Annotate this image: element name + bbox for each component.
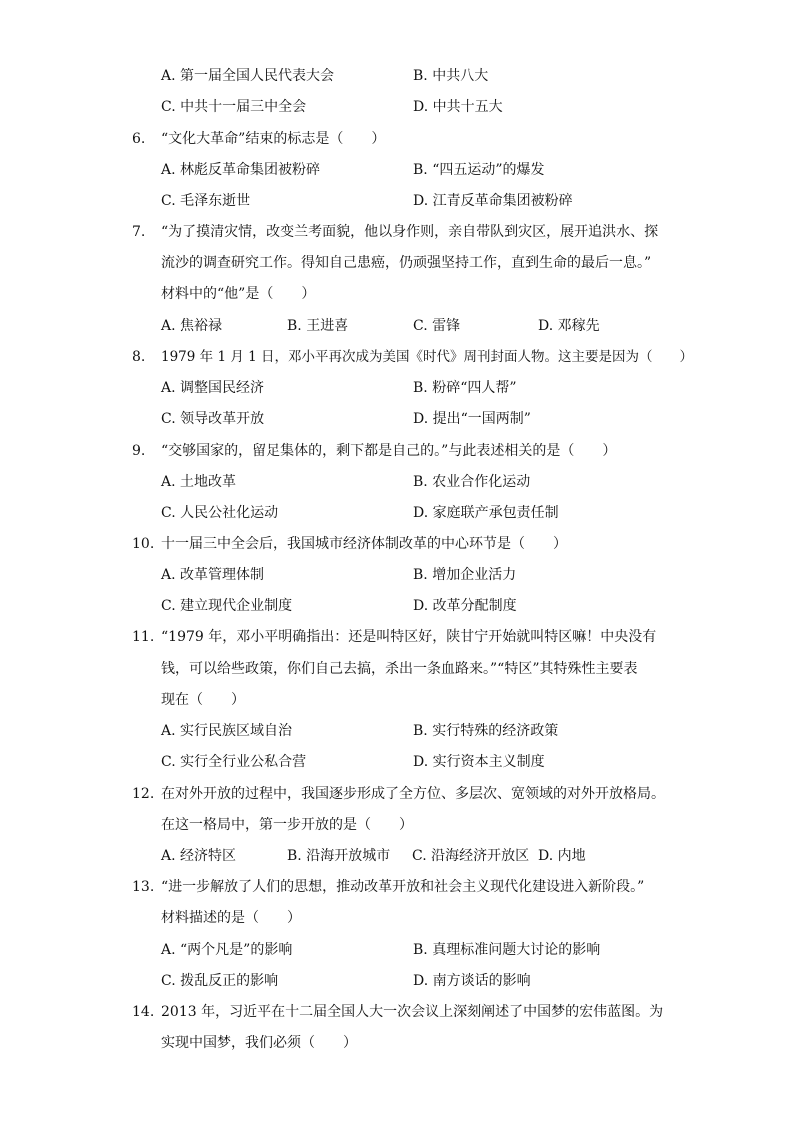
q9-option-d: D. 家庭联产承包责任制: [413, 505, 559, 521]
q13-option-a: A. “两个凡是”的影响: [161, 942, 293, 958]
q12-number: 12.: [132, 786, 155, 802]
q9-option-a: A. 土地改革: [161, 474, 237, 490]
q11-stem-line-1: “1979 年，邓小平明确指出：还是叫特区好，陕甘宁开始就叫特区嘛！中央没有: [161, 629, 657, 645]
q5-option-b: B. 中共八大: [413, 68, 489, 84]
q5-option-a: A. 第一届全国人民代表大会: [161, 68, 335, 84]
q8-option-c: C. 领导改革开放: [161, 411, 265, 427]
q6-option-a: A. 林彪反革命集团被粉碎: [161, 162, 321, 178]
q12-option-c: C. 沿海经济开放区: [412, 848, 530, 864]
q14-stem-line-1: 2013 年，习近平在十二届全国人大一次会议上深刻阐述了中国梦的宏伟蓝图。为: [161, 1004, 664, 1020]
q5-option-c: C. 中共十一届三中全会: [161, 99, 307, 115]
q11-stem-line-3: 现在（ ）: [161, 692, 245, 708]
q10-option-b: B. 增加企业活力: [413, 567, 517, 583]
q8-option-a: A. 调整国民经济: [161, 380, 265, 396]
q8-stem: 1979 年 1 月 1 日，邓小平再次成为美国《时代》周刊封面人物。这主要是因为（ ）: [161, 349, 693, 365]
q10-option-c: C. 建立现代企业制度: [161, 598, 293, 614]
q10-option-d: D. 改革分配制度: [413, 598, 517, 614]
q11-option-b: B. 实行特殊的经济政策: [413, 723, 559, 739]
q9-stem: “交够国家的，留足集体的，剩下都是自己的。”与此表述相关的是（ ）: [161, 443, 617, 459]
q14-stem-line-2: 实现中国梦，我们必须（ ）: [161, 1035, 357, 1051]
q6-option-b: B. “四五运动”的爆发: [413, 162, 545, 178]
q11-option-c: C. 实行全行业公私合营: [161, 754, 307, 770]
q8-option-b: B. 粉碎“四人帮”: [413, 380, 517, 396]
q7-stem-line-2: 流沙的调查研究工作。得知自己患癌，仍顽强坚持工作，直到生命的最后一息。”: [161, 255, 652, 271]
q12-stem-line-2: 在这一格局中，第一步开放的是（ ）: [161, 817, 413, 833]
q12-option-d: D. 内地: [538, 848, 586, 864]
q5-option-d: D. 中共十五大: [413, 99, 503, 115]
q8-number: 8.: [132, 349, 146, 365]
q6-option-c: C. 毛泽东逝世: [161, 193, 251, 209]
q7-stem-line-3: 材料中的“他”是（ ）: [161, 286, 316, 302]
q13-option-c: C. 拨乱反正的影响: [161, 973, 279, 989]
q9-number: 9.: [132, 443, 146, 459]
q7-option-d: D. 邓稼先: [538, 318, 600, 334]
q12-option-a: A. 经济特区: [161, 848, 237, 864]
q7-option-b: B. 王进喜: [287, 318, 349, 334]
q7-number: 7.: [132, 224, 146, 240]
q12-option-b: B. 沿海开放城市: [287, 848, 391, 864]
q10-number: 10.: [132, 536, 155, 552]
q11-option-a: A. 实行民族区域自治: [161, 723, 293, 739]
q12-stem-line-1: 在对外开放的过程中，我国逐步形成了全方位、多层次、宽领域的对外开放格局。: [161, 786, 665, 802]
q7-option-c: C. 雷锋: [413, 318, 461, 334]
q11-stem-line-2: 钱，可以给些政策，你们自己去搞，杀出一条血路来。”“特区”其特殊性主要表: [161, 661, 638, 677]
q7-stem-line-1: “为了摸清灾情，改变兰考面貌，他以身作则，亲自带队到灾区，展开追洪水、探: [161, 224, 659, 240]
q6-stem: “文化大革命”结束的标志是（ ）: [161, 131, 386, 147]
q11-number: 11.: [132, 629, 155, 645]
q10-stem: 十一届三中全会后，我国城市经济体制改革的中心环节是（ ）: [161, 536, 567, 552]
q13-option-b: B. 真理标准问题大讨论的影响: [413, 942, 601, 958]
q13-number: 13.: [132, 879, 155, 895]
q9-option-c: C. 人民公社化运动: [161, 505, 279, 521]
q7-option-a: A. 焦裕禄: [161, 318, 223, 334]
q9-option-b: B. 农业合作化运动: [413, 474, 531, 490]
q10-option-a: A. 改革管理体制: [161, 567, 265, 583]
q13-option-d: D. 南方谈话的影响: [413, 973, 531, 989]
q6-option-d: D. 江青反革命集团被粉碎: [413, 193, 573, 209]
q6-number: 6.: [132, 131, 146, 147]
q11-option-d: D. 实行资本主义制度: [413, 754, 545, 770]
q13-stem-line-2: 材料描述的是（ ）: [161, 910, 301, 926]
q14-number: 14.: [132, 1004, 155, 1020]
q8-option-d: D. 提出“一国两制”: [413, 411, 531, 427]
q13-stem-line-1: “进一步解放了人们的思想，推动改革开放和社会主义现代化建设进入新阶段。”: [161, 879, 645, 895]
